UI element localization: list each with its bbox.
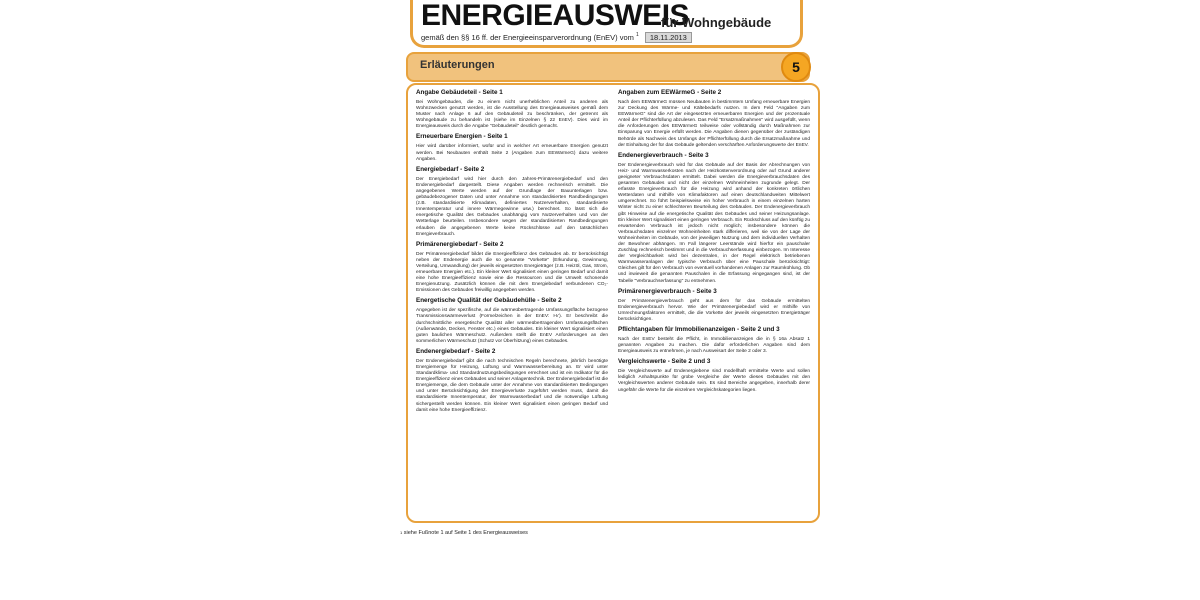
section-heading: Primärenergiebedarf - Seite 2	[416, 240, 504, 248]
footnote-mark: 1	[400, 530, 403, 535]
section-heading: Energiebedarf - Seite 2	[416, 165, 485, 173]
regulation-line	[421, 32, 692, 43]
section-primaerenergieverbrauch	[618, 288, 810, 323]
regulation-date: 18.11.2013	[645, 32, 692, 43]
section-text: Der Endenergieverbrauch wird für das Gebäude auf der Basis der Abrechnungen von Heiz- und Warmwasserkosten nach der Heizkostenverordnung oder auf Grund anderer geeigneter Verbrauchsdaten ermittelt. Dabei werden die Energieverbrauchsdaten des gesamten Gebäudes und nicht der einzelnen Wohneinheiten zugrunde gelegt. Der erfasste Energieverbrauch für die Heizung wird anhand der konkreten örtlichen Wetterdaten und mithilfe von Klimafaktoren auf einen deutschlandweiten Mittelwert umgerechnet. So führt beispielsweise ein hoher Verbrauch in einem einzelnen harten Winter nicht zu einer schlechteren Beurteilung des Gebäudes. Der Endenergieverbrauch gibt Hinweise auf die energetische Qualität des Gebäudes und seiner Heizungsanlage. Ein kleiner Wert signalisiert einen geringen Verbrauch. Ein Rückschluss auf den künftig zu erwartenden Verbrauch ist jedoch nicht möglich; insbesondere können die Verbrauchsdaten einzelner Wohneinheiten stark differieren, weil sie von der Lage der Wohneinheiten im Gebäude, von der jeweiligen Nutzung und dem individuellen Verhalten der Bewohner abhängen. Im Fall längerer Leerstände wird hierfür ein pauschaler Zuschlag rechnerisch bestimmt und in die Verbrauchserfassung einbezogen. Im Interesse der Vergleichbarkeit wird bei dezentralen, in der Regel elektrisch betriebenen Warmwasseranlagen der typische Verbrauch über eine Pauschale berücksichtigt: Gleiches gilt für den Verbrauch von eventuell vorhandenen Anlagen zur Raumkühlung. Ob und inwieweit die genannten Pauschalen in die Erfassung eingegangen sind, ist der Tabelle "Verbrauchserfassung" zu entnehmen.	[618, 162, 810, 284]
section-gebaeudeteil	[416, 89, 608, 130]
page-number-badge: 5	[781, 52, 811, 82]
left-column	[416, 89, 608, 417]
regulation-text: gemäß den §§ 16 ff. der Energieeinsparverordnung (EnEV) vom	[421, 33, 634, 42]
section-heading: Endenergiebedarf - Seite 2	[416, 347, 496, 355]
section-title: Erläuterungen	[420, 59, 495, 71]
right-column	[618, 89, 810, 397]
section-text: Hier wird darüber informiert, wofür und in welcher Art erneuerbare Energien genutzt werden. Bei Neubauten enthält Seite 2 (Angaben zum EEWärmeG) dazu weitere Angaben.	[416, 144, 608, 162]
section-heading: Energetische Qualität der Gebäudehülle - Seite 2	[416, 297, 562, 305]
section-pflichtangaben	[618, 326, 810, 355]
section-heading: Endenergieverbrauch - Seite 3	[618, 151, 709, 159]
section-eewaermeg	[618, 89, 810, 149]
document-title: ENERGIEAUSWEIS	[421, 0, 690, 32]
section-text: Angegeben ist der spezifische, auf die wärmeübertragende Umfassungsfläche bezogene Transmissionswärmeverlust (Formelzeichen in der EnEV: Hₜ'). Er beschreibt die durchschnittliche energetische Qualität aller wärmeübertragenden Umfassungsflächen (Außenwände, Decken, Fenster etc.) eines Gebäudes. Ein kleiner Wert signalisiert einen guten baulichen Wärmeschutz. Außerdem stellt die EnEV Anforderungen an den sommerlichen Wärmeschutz (Schutz vor Überhitzung) eines Gebäudes.	[416, 308, 608, 344]
section-text: Der Primärenergiebedarf bildet die Energieeffizienz des Gebäudes ab. Er berücksichtigt neben der Endenergie auch die so genannte "Vorkette" (Erkundung, Gewinnung, Verteilung, Umwandlung) der jeweils eingesetzten Energieträger (z.B. Heizöl, Gas, Strom, erneuerbare Energien etc.). Ein kleiner Wert signalisiert einen geringen Bedarf und damit eine hohe Energieeffizienz sowie eine die Ressourcen und die Umwelt schonende Energienutzung. Zusätzlich können die mit dem Energiebedarf verbundenen CO₂-Emissionen des Gebäudes freiwillig angegeben werden.	[416, 251, 608, 294]
section-heading: Pflichtangaben für Immobilienanzeigen - Seite 2 und 3	[618, 326, 780, 333]
footnote-text: siehe Fußnote 1 auf Seite 1 des Energieausweises	[403, 530, 528, 536]
section-gebaeudehuelle	[416, 297, 608, 345]
section-text: Nach dem EEWärmeG müssen Neubauten in bestimmtem Umfang erneuerbare Energien zur Deckung des Wärme- und Kältebedarfs nutzen. In dem Feld "Angaben zum EEWärmeG" sind die Art der eingesetzten erneuerbaren Energien und der prozentuale Anteil der Pflichterfüllung abzulesen. Das Feld "Ersatzmaßnahmen" wird ausgefüllt, wenn die Anforderungen des EEWärmeG teilweise oder vollständig durch Maßnahmen zur Einsparung von Energie erfüllt werden. Die Angaben dienen gegenüber der zuständigen Behörde als Nachweis des Umfangs der Pflichterfüllung durch die Ersatzmaßnahme und der Einhaltung der für das Gebäude geltenden verschärften Anforderungswerte der EnEV.	[618, 100, 810, 148]
explanations-box	[406, 83, 820, 523]
section-heading: Erneuerbare Energien - Seite 1	[416, 133, 508, 141]
footnote	[400, 530, 528, 536]
section-bar	[406, 52, 810, 82]
section-endenergiebedarf	[416, 348, 608, 414]
section-text: Bei Wohngebäuden, die zu einem nicht unerheblichen Anteil zu anderen als Wohnzwecken genutzt werden, ist die Ausstellung des Energieausweises gemäß dem Muster nach Anlage 6 auf den Gebäudeteil zu beschränken, der getrennt als Wohngebäude zu behandeln ist (siehe im Einzelnen § 22 EnEV). Dies wird im Energieausweis durch die Angabe "Gebäudeteil" deutlich gemacht.	[416, 100, 608, 130]
section-energiebedarf	[416, 166, 608, 238]
document-page	[398, 0, 818, 600]
section-text: Die Vergleichswerte auf Endenergiebene sind modellhaft ermittelte Werte und sollen lediglich Anhaltspunkte für grobe Vergleiche der Werte dieses Gebäudes mit den Vergleichswerten anderer Gebäude sein. Es sind Bereiche angegeben, innerhalb derer ungefähr die Werte für die einzelnen Vergleichskategorien liegen.	[618, 369, 810, 393]
document-subtitle: für Wohngebäude	[661, 15, 772, 30]
section-text: Der Primärenergieverbrauch geht aus dem für das Gebäude ermittelten Endenergieverbrauch hervor. Wie der Primärenergiebedarf wird er mithilfe von Umrechnungsfaktoren ermittelt, die die Vorkette der jeweils eingesetzten Energieträger berücksichtigen.	[618, 298, 810, 322]
section-heading: Angabe Gebäudeteil - Seite 1	[416, 89, 503, 96]
section-text: Der Endenergiebedarf gibt die nach technischen Regeln berechnete, jährlich benötigte Energiemenge für Heizung, Lüftung und Warmwasserbereitung an. Er wird unter Standardklima- und Standardnutzungsbedingungen errechnet und ist ein Indikator für die Energieeffizienz eines Gebäudes und seiner Anlagentechnik. Der Endenergiebedarf ist die Energiemenge, die dem Gebäude unter der Annahme von standardisierten Bedingungen und unter Berücksichtigung der Energieverluste zugeführt werden muss, damit die standardisierte Innentemperatur, der Warmwasserbedarf und die notwendige Lüftung sichergestellt werden können. Ein kleiner Wert signalisiert einen geringen Bedarf und damit eine hohe Energieeffizienz.	[416, 358, 608, 413]
section-text: Nach der EnEV besteht die Pflicht, in Immobilienanzeigen die in § 16a Absatz 1 genannten Angaben zu machen. Die dafür erforderlichen Angaben sind dem Energieausweis zu entnehmen, je nach Ausweisart der Seite 2 oder 3.	[618, 337, 810, 355]
regulation-footnote-mark: 1	[636, 32, 639, 38]
section-heading: Vergleichswerte - Seite 2 und 3	[618, 358, 711, 366]
section-heading: Angaben zum EEWärmeG - Seite 2	[618, 89, 722, 96]
section-endenergieverbrauch	[618, 152, 810, 285]
header-box	[410, 0, 803, 48]
section-vergleichswerte	[618, 358, 810, 393]
section-text: Der Energiebedarf wird hier durch den Jahres-Primärenergiebedarf und den Endenergiebedarf dargestellt. Diese Angaben werden rechnerisch ermittelt. Die angegebenen Werte werden auf der Grundlage der Bauunterlagen bzw. gebäudebezogener Daten und unter Annahme von standardisierten Randbedingungen (z.B. standardisierte Klimadaten, definiertes Nutzerverhalten, standardisierte Innentemperatur und innere Wärmegewinne usw.) berechnet. So lässt sich die energetische Qualität des Gebäudes unabhängig vom Nutzerverhalten und von der Wetterlage beurteilen. Insbesondere wegen der standardisierten Randbedingungen erlauben die angegebenen Werte keine Rückschlüsse auf den tatsächlichen Energieverbrauch.	[416, 176, 608, 237]
section-erneuerbare-energien	[416, 133, 608, 162]
section-primaerenergiebedarf	[416, 241, 608, 295]
section-heading: Primärenergieverbrauch - Seite 3	[618, 287, 717, 295]
